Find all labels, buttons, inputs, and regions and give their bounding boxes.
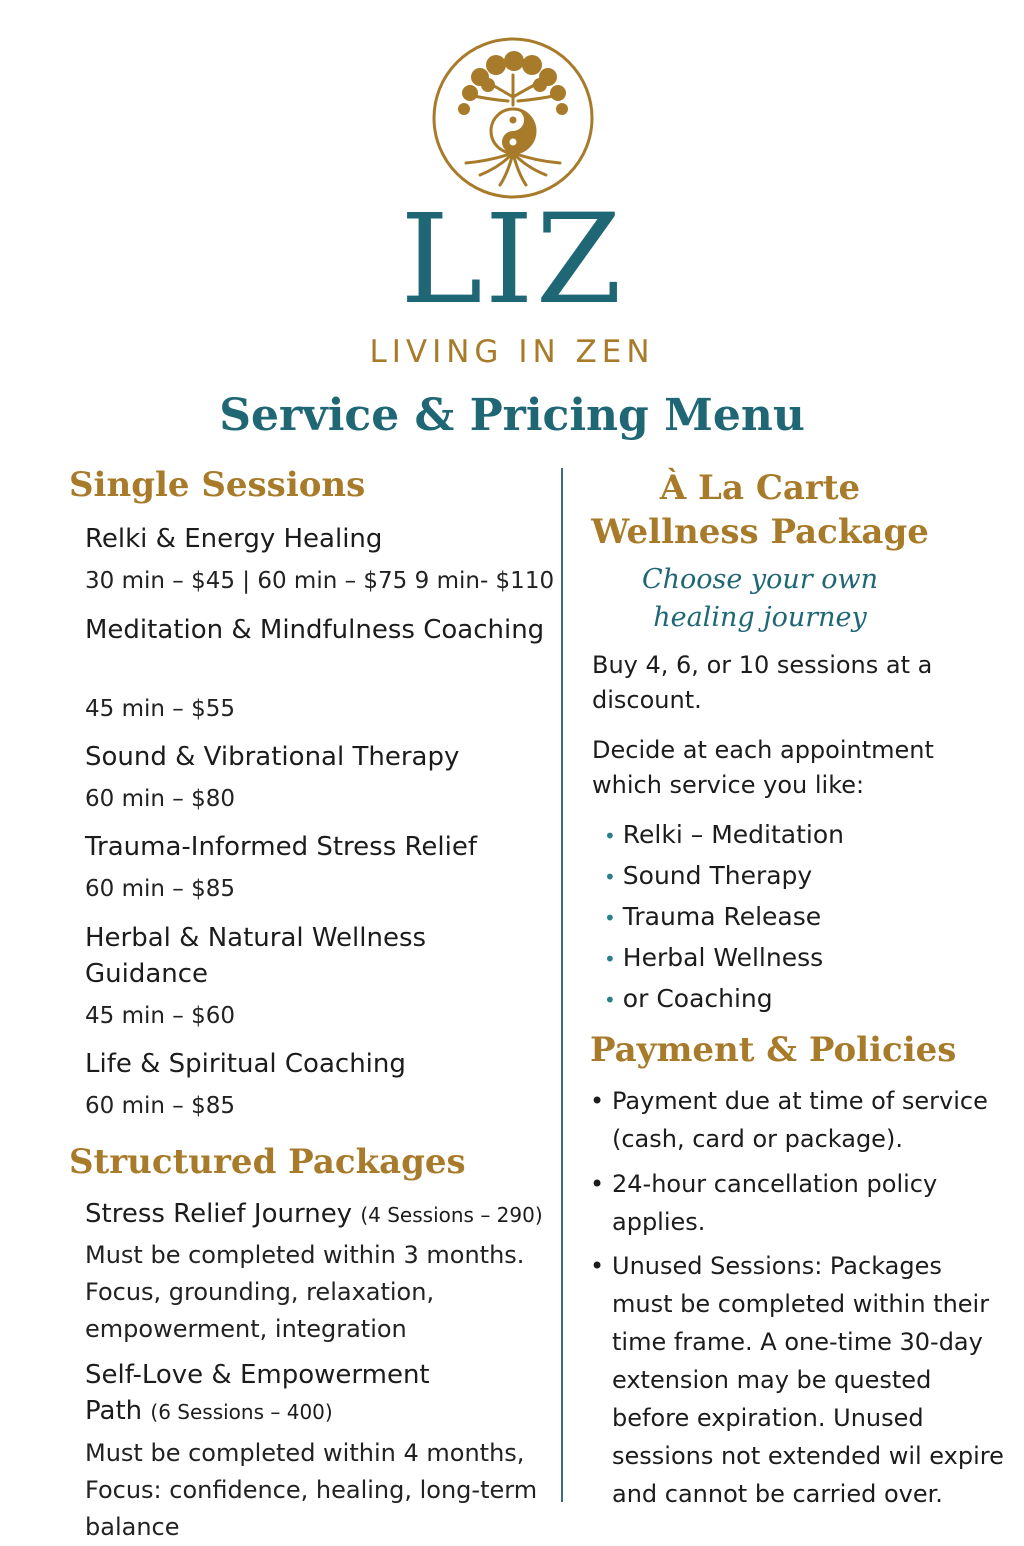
service-name: Sound & Vibrational Therapy [85,742,460,772]
package-description: Must be completed within 3 months. Focus, grounding, relaxation, empowerment, integration [85,1241,525,1343]
a-la-carte-intro: Buy 4, 6, or 10 sessions at a discount. [592,651,933,714]
page-title: Service & Pricing Menu [219,390,805,441]
brand-tagline: LIVING IN ZEN [369,334,655,370]
service-name: Herbal & Natural Wellness Guidance [85,923,427,989]
bullet-icon: • [590,1087,605,1115]
policy-item: • Unused Sessions: Packages must be completed within their time frame. A one-time 30-day extension may be quested before expiration. Unused sessions not extended wil expire and cannot be carried over. [590,1247,1004,1513]
single-sessions-heading: Single Sessions [69,465,366,505]
service-price: 45 min – $60 [85,1003,235,1029]
service-price: 45 min – $55 [85,696,235,722]
bullet-icon: • [604,824,616,848]
service-name: Relki & Energy Healing [85,524,383,554]
service-price: 60 min – $85 [85,1093,235,1119]
package-detail: (4 Sessions – 290) [360,1203,543,1227]
a-la-carte-heading [560,466,960,554]
a-la-carte-subtitle [560,561,960,637]
a-la-carte-title-line2: Wellness Package [591,512,929,552]
package-detail: (6 Sessions – 400) [150,1400,333,1424]
service-price: 60 min – $80 [85,786,235,812]
a-la-carte-subtitle-line1: Choose your own [641,564,879,595]
package-title: Self-Love & Empowerment Path [85,1360,430,1426]
list-item: • Herbal Wellness [604,943,824,972]
a-la-carte-decide: Decide at each appointment which service you like: [592,736,934,799]
policy-item: • 24-hour cancellation policy applies. [590,1165,950,1241]
bullet-icon: • [604,988,616,1012]
structured-packages-heading: Structured Packages [69,1142,466,1182]
payment-policies-heading: Payment & Policies [590,1030,957,1070]
list-item: • Trauma Release [604,902,822,931]
list-item: • Relki – Meditation [604,820,844,849]
tree-of-life-logo [430,35,596,201]
package-title: Stress Relief Journey [85,1199,353,1229]
bullet-icon: • [590,1170,605,1198]
bullet-icon: • [604,865,616,889]
bullet-icon: • [604,947,616,971]
service-name: Life & Spiritual Coaching [85,1049,406,1079]
list-item: • or Coaching [604,984,773,1013]
bullet-icon: • [604,906,616,930]
policy-item: • Payment due at time of service (cash, card or package). [590,1082,990,1158]
service-price: 60 min – $85 [85,876,235,902]
service-name: Trauma-Informed Stress Relief [85,832,477,862]
a-la-carte-subtitle-line2: healing journey [653,602,867,633]
service-price: 30 min – $45 | 60 min – $75 9 min- $110 [85,568,555,594]
package-name [85,1196,545,1233]
brand-name: LIZ [400,188,624,332]
a-la-carte-options [604,815,844,1020]
list-item: • Sound Therapy [604,861,813,890]
bullet-icon: • [590,1252,605,1280]
service-name: Meditation & Mindfulness Coaching [85,615,545,645]
package-description: Must be completed within 4 months, Focus: confidence, healing, long-term balance [85,1439,538,1541]
a-la-carte-title-line1: À La Carte [659,468,861,508]
package-name [85,1357,465,1430]
